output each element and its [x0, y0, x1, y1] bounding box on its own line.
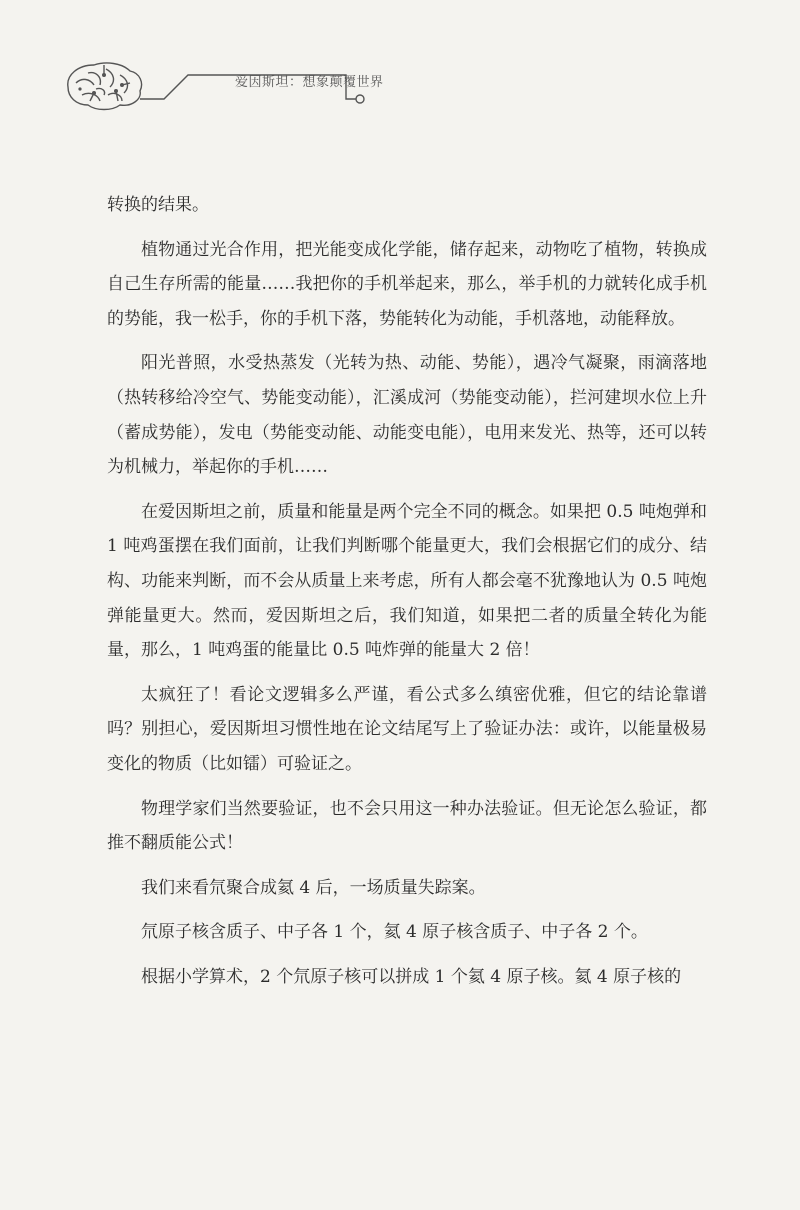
- paragraph-3: 阳光普照，水受热蒸发（光转为热、动能、势能），遇冷气凝聚，雨滴落地（热转移给冷空气、势能变动能），汇溪成河（势能变动能），拦河建坝水位上升（蓄成势能），发电（势能变动能、动能变电能），电用来发光、热等，还可以转为机械力，举起你的手机……: [107, 353, 707, 478]
- running-header: [60, 55, 384, 115]
- paragraph-1: 转换的结果。: [107, 195, 209, 215]
- paragraph-7: 我们来看氘聚合成氦 4 后，一场质量失踪案。: [141, 877, 486, 898]
- paragraph-9: 根据小学算术，2 个氘原子核可以拼成 1 个氦 4 原子核。氦 4 原子核的: [141, 966, 682, 987]
- paragraph-2: 植物通过光合作用，把光能变成化学能，储存起来，动物吃了植物，转换成自己生存所需的能量……我把你的手机举起来，那么，举手机的力就转化成手机的势能，我一松手，你的手机下落，势能转化为动能，手机落地，动能释放。: [107, 239, 707, 329]
- paragraph-8: 氘原子核含质子、中子各 1 个，氦 4 原子核含质子、中子各 2 个。: [141, 922, 648, 943]
- book-title: 爱因斯坦：想象颠覆世界: [235, 75, 384, 90]
- paragraph-5: 太疯狂了！看论文逻辑多么严谨，看公式多么缜密优雅，但它的结论靠谱吗？别担心，爱因斯坦习惯性地在论文结尾写上了验证办法：或许，以能量极易变化的物质（比如镭）可验证之。: [107, 684, 707, 774]
- paragraph-4: 在爱因斯坦之前，质量和能量是两个完全不同的概念。如果把 0.5 吨炮弹和 1 吨鸡蛋摆在我们面前，让我们判断哪个能量更大，我们会根据它们的成分、结构、功能来判断，而不会从质量上来考虑，所有人都会毫不犹豫地认为 0.5 吨炮弹能量更大。然而，爱因斯坦之后，我们知道，如果把二者的质量全转化为能量，那么，1 吨鸡蛋的能量比 0.5 吨炸弹的能量大 2 倍！: [107, 501, 707, 661]
- body-text: [107, 188, 707, 994]
- paragraph-6: 物理学家们当然要验证，也不会只用这一种办法验证。但无论怎么验证，都推不翻质能公式！: [107, 798, 707, 854]
